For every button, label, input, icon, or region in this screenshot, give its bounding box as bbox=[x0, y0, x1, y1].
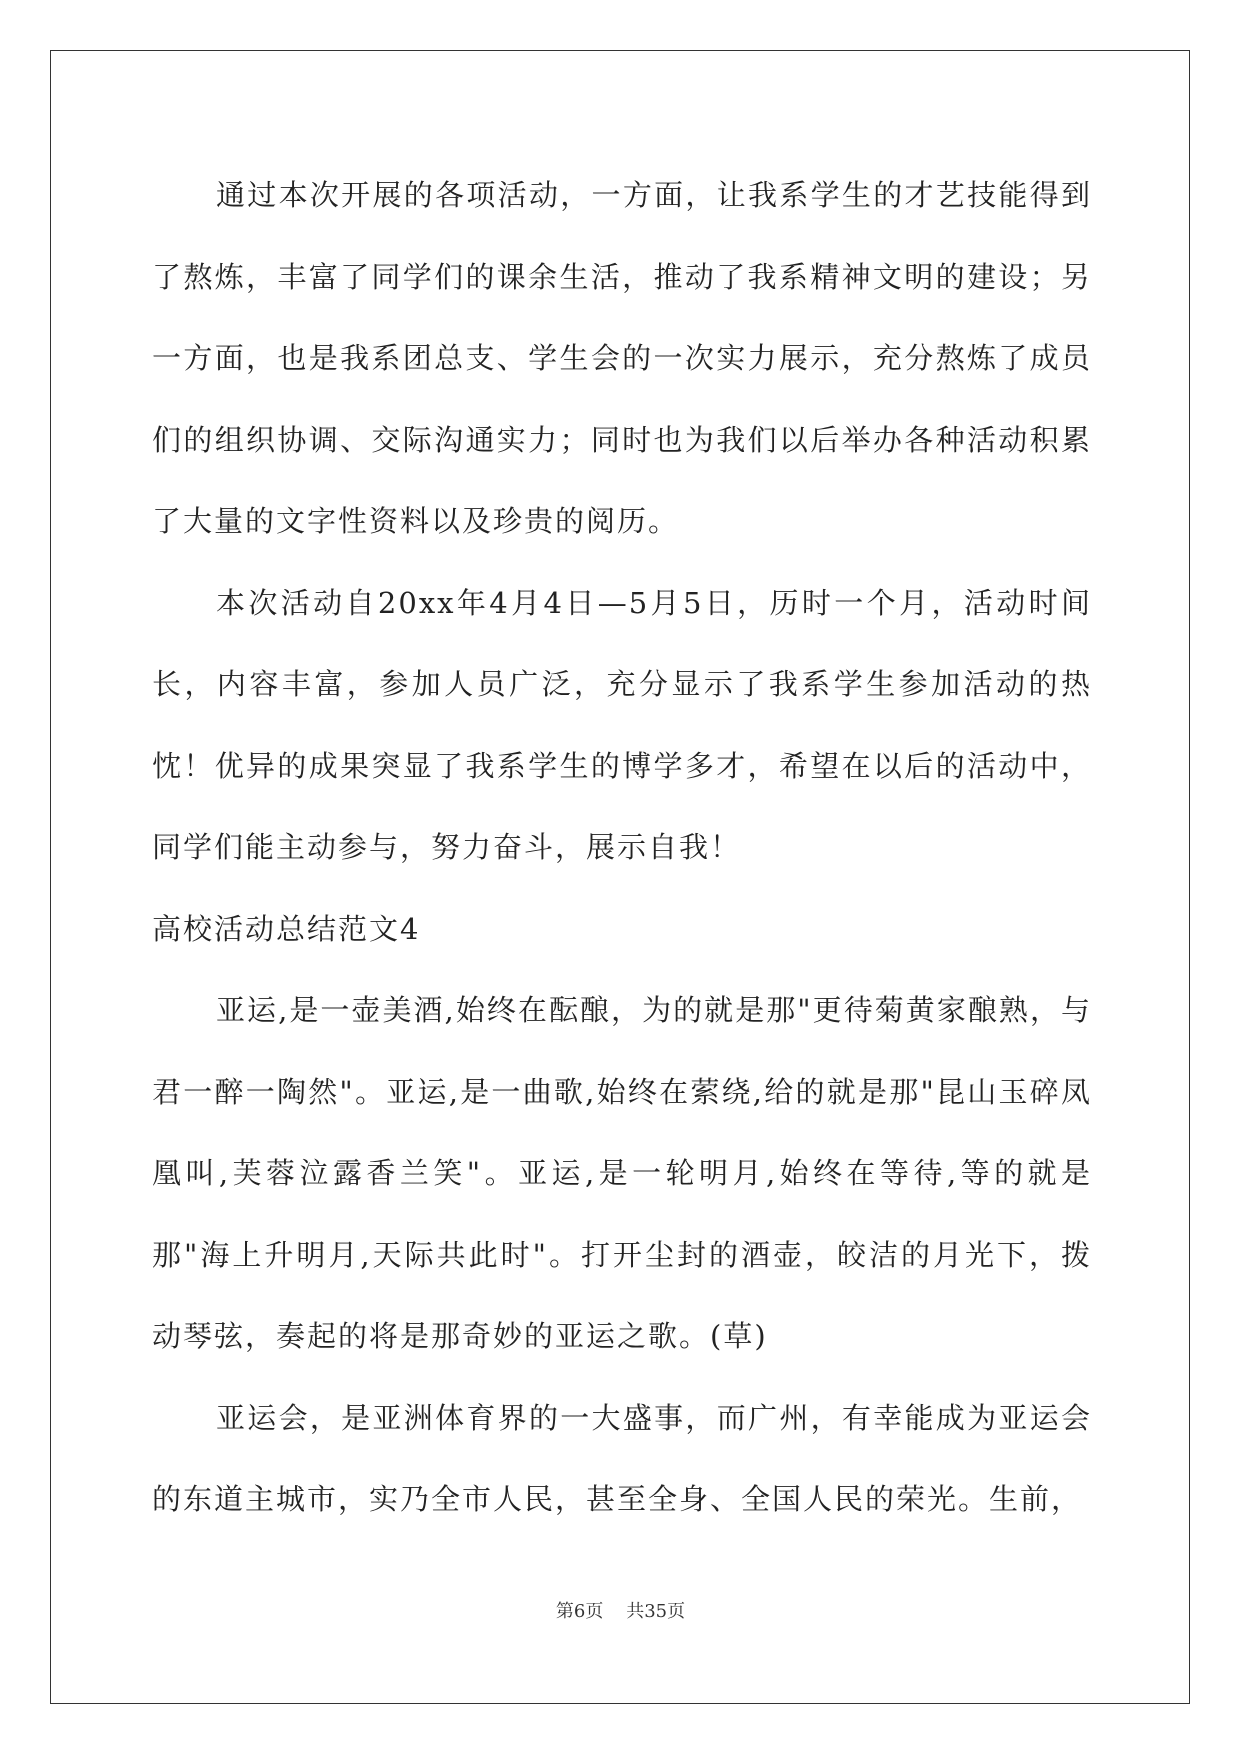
document-body bbox=[152, 155, 1092, 1541]
paragraph: 亚运会，是亚洲体育界的一大盛事，而广州，有幸能成为亚运会的东道主城市，实乃全市人民，甚至全身、全国人民的荣光。生前， bbox=[152, 1400, 1092, 1516]
page-number: 第6页 bbox=[555, 1601, 604, 1622]
paragraph: 本次活动自20xx年4月4日—5月5日，历时一个月，活动时间长，内容丰富，参加人员广泛，充分显示了我系学生参加活动的热忱！优异的成果突显了我系学生的博学多才，希望在以后的活动中，同学们能主动参与，努力奋斗，展示自我！ bbox=[152, 585, 1092, 864]
page-total: 共35页 bbox=[626, 1601, 686, 1622]
paragraph: 通过本次开展的各项活动，一方面，让我系学生的才艺技能得到了熬炼，丰富了同学们的课余生活，推动了我系精神文明的建设；另一方面，也是我系团总支、学生会的一次实力展示，充分熬炼了成员们的组织协调、交际沟通实力；同时也为我们以后举办各种活动积累了大量的文字性资料以及珍贵的阅历。 bbox=[152, 178, 1092, 538]
page-footer bbox=[0, 1597, 1241, 1623]
paragraph: 亚运,是一壶美酒,始终在酝酿，为的就是那"更待菊黄家酿熟，与君一醉一陶然"。亚运,是一曲歌,始终在萦绕,给的就是那"昆山玉碎凤凰叫,芙蓉泣露香兰笑"。亚运,是一轮明月,始终在等待,等的就是那"海上升明月,天际共此时"。打开尘封的酒壶，皎洁的月光下，拨动琴弦，奏起的将是那奇妙的亚运之歌。(草) bbox=[152, 993, 1092, 1353]
section-title: 高校活动总结范文4 bbox=[152, 911, 421, 946]
